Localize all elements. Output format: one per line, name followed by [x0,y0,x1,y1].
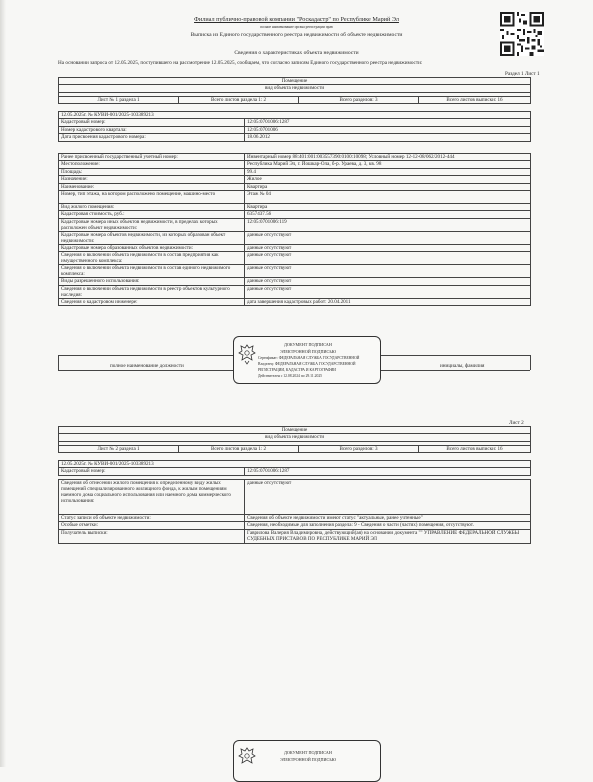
row-label: Наименование: [59,183,245,190]
row-label: Ранее присвоенный государственный учетный номер: [59,154,245,161]
row-label: Кадастровый номер: [59,119,245,126]
row-value: данные отсутствуют [245,252,531,265]
sheet1-header-table [58,77,531,104]
total-extract-sheets: Всего листов выписки: 16 [419,96,531,103]
row-value: 12:05:0701006 [245,126,531,133]
row-value: данные отсутствуют [245,285,531,298]
row-value: Сведения об объекте недвижимости имеют статус "актуальные, ранее учтенные" [245,515,531,522]
total-sheets: Всего листов раздела 1: 2 [179,96,299,103]
stamp-validity: Действителен с 12.08.2024 по 29.11.2025 [258,374,323,378]
stamp-certificate: Сертификат: ФЕДЕРАЛЬНАЯ СЛУЖБА ГОСУДАРСТВЕННОЙ [258,356,360,360]
signature-left-rule [58,355,59,370]
position-caption: полное наименование должности [110,363,184,369]
total-sections: Всего разделов: 3 [299,445,419,452]
row-value: дата завершения кадастровых работ: 20.04.2011 [245,298,531,305]
row-value: Инвентарный номер 88:401:001:003557390:0100:10098; Условный номер 12-12-08/062/2012-444 [245,154,531,161]
row-value: Этаж № 04 [245,190,531,203]
sheet-number: Лист № 1 раздела 1 [59,96,179,103]
row-label: Площадь: [59,168,245,175]
intro-text: На основании запроса от 12.05.2025, поступившего на рассмотрение 12.05.2025, сообщаем, что согласно записям Единого государственного реестра недвижимости: [58,60,423,66]
row-label: Вид жилого помещения: [59,203,245,210]
row-label: Сведения о включении объекта недвижимости в состав предприятия как имущественного комплекса: [59,252,245,265]
signature-right-rule [530,355,531,370]
row-value: 6357437.56 [245,211,531,218]
row-label: Особые отметки: [59,522,245,529]
row-label: Кадастровые номера образованных объектов недвижимости: [59,244,245,251]
eagle-emblem-icon [238,746,256,768]
total-sheets: Всего листов раздела 1: 2 [179,445,299,452]
row-value: 12:05:0701006:119 [245,218,531,231]
row-label: Сведения о включении объекта недвижимости в состав единого недвижимого комплекса: [59,265,245,278]
row-value: 12:05:0701006:1287 [245,468,531,475]
e-signature-stamp [233,336,381,384]
row-value: данные отсутствуют [245,278,531,285]
row-value: Республика Марий Эл, г. Йошкар-Ола, б-р. Ураева, д. 3, кв. 98 [245,161,531,168]
request-number: 12.05.2025г. № КУВИ-001/2025-103389213 [59,461,531,468]
object-kind: вид объекта недвижимости [59,434,531,441]
row-label: Кадастровый номер: [59,468,245,475]
sheet2-top-table [58,460,531,476]
sheet2-label: Лист 2 [509,420,524,426]
document-title: Выписка из Единого государственного реестра недвижимости об объекте недвижимости [190,32,403,38]
stamp-title: ДОКУМЕНТ ПОДПИСАН [284,342,332,347]
premises-title: Помещение [59,427,531,434]
sheet2-header-table [58,426,531,453]
section-title: Сведения о характеристиках объекта недвижимости [234,50,359,56]
sheet1-label: Раздел 1 Лист 1 [505,71,540,77]
row-value: данные отсутствуют [245,480,531,515]
row-label: Сведения о включении объекта недвижимости в реестр объектов культурного наследия: [59,285,245,298]
stamp-owner-cont: РЕГИСТРАЦИИ, КАДАСТРА И КАРТОГРАФИИ [258,368,336,372]
row-value: Квартира [245,183,531,190]
row-label: Дата присвоения кадастрового номера: [59,134,245,141]
row-label: Сведения о кадастровом инженере: [59,298,245,305]
scan-shadow [0,0,6,767]
e-signature-stamp-bottom [233,740,381,782]
row-label: Номер, тип этажа, на котором расположено помещение, машино-место [59,190,245,203]
total-extract-sheets: Всего листов выписки: 16 [419,445,531,452]
eagle-emblem-icon [238,343,256,365]
qr-code [500,12,544,56]
row-value: Сведения, необходимые для заполнения раздела: 9 - Сведения о части (частях) помещения, отсутствуют. [245,522,531,529]
request-number: 12.05.2025г. № КУВИ-001/2025-103389213 [59,112,531,119]
stamp-subtitle: ЭЛЕКТРОННОЙ ПОДПИСЬЮ [280,757,337,762]
row-value: Жилое [245,176,531,183]
row-label: Кадастровые номера иных объектов недвижимости, в пределах которых расположен объект недвижимости: [59,218,245,231]
row-label: Статус записи об объекте недвижимости: [59,515,245,522]
row-label: Номер кадастрового квартала: [59,126,245,133]
total-sections: Всего разделов: 3 [299,96,419,103]
row-label: Кадастровая стоимость, руб.: [59,211,245,218]
sheet-number: Лист № 2 раздела 1 [59,445,179,452]
row-label: Кадастровые номера объектов недвижимости, из которых образован объект недвижимости: [59,231,245,244]
stamp-title: ДОКУМЕНТ ПОДПИСАН [284,750,332,755]
row-value: Квартира [245,203,531,210]
row-label: Виды разрешенного использования: [59,278,245,285]
row-value: данные отсутствуют [245,244,531,251]
row-value: 18.06.2012 [245,134,531,141]
agency-caption: полное наименование органа регистрации прав [260,25,333,29]
sheet1-main-table [58,153,531,306]
stamp-owner: Владелец: ФЕДЕРАЛЬНАЯ СЛУЖБА ГОСУДАРСТВЕННОЙ [258,362,356,366]
sheet2-main-table [58,479,531,544]
row-label: Сведения об отнесении жилого помещения к определенному виду жилых помещений специализированного жилищного фонда, к жилым помещениям наемного дома социального использования или наемного дома коммерческого использования: [59,480,245,515]
row-label: Назначение: [59,176,245,183]
sheet1-top-table [58,111,531,142]
agency-title: Филиал публично-правовой компании "Роскадастр" по Республике Марий Эл [194,16,399,23]
premises-title: Помещение [59,78,531,85]
row-value: 99.4 [245,168,531,175]
initials-caption: инициалы, фамилия [440,363,485,369]
row-value: Гаврилова Валерия Владимировна, действующий(ая) на основании документа "" УПРАВЛЕНИЕ ФЕДЕРАЛЬНОЙ СЛУЖБЫ СУДЕБНЫХ ПРИСТАВОВ ПО РЕСПУБЛИКЕ МАРИЙ ЭЛ [245,529,531,543]
object-kind: вид объекта недвижимости [59,85,531,92]
row-value: 12:05:0701006:1287 [245,119,531,126]
stamp-subtitle: ЭЛЕКТРОННОЙ ПОДПИСЬЮ [280,349,337,354]
row-value: данные отсутствуют [245,231,531,244]
row-label: Получатель выписки: [59,529,245,543]
row-label: Местоположение: [59,161,245,168]
row-value: данные отсутствуют [245,265,531,278]
